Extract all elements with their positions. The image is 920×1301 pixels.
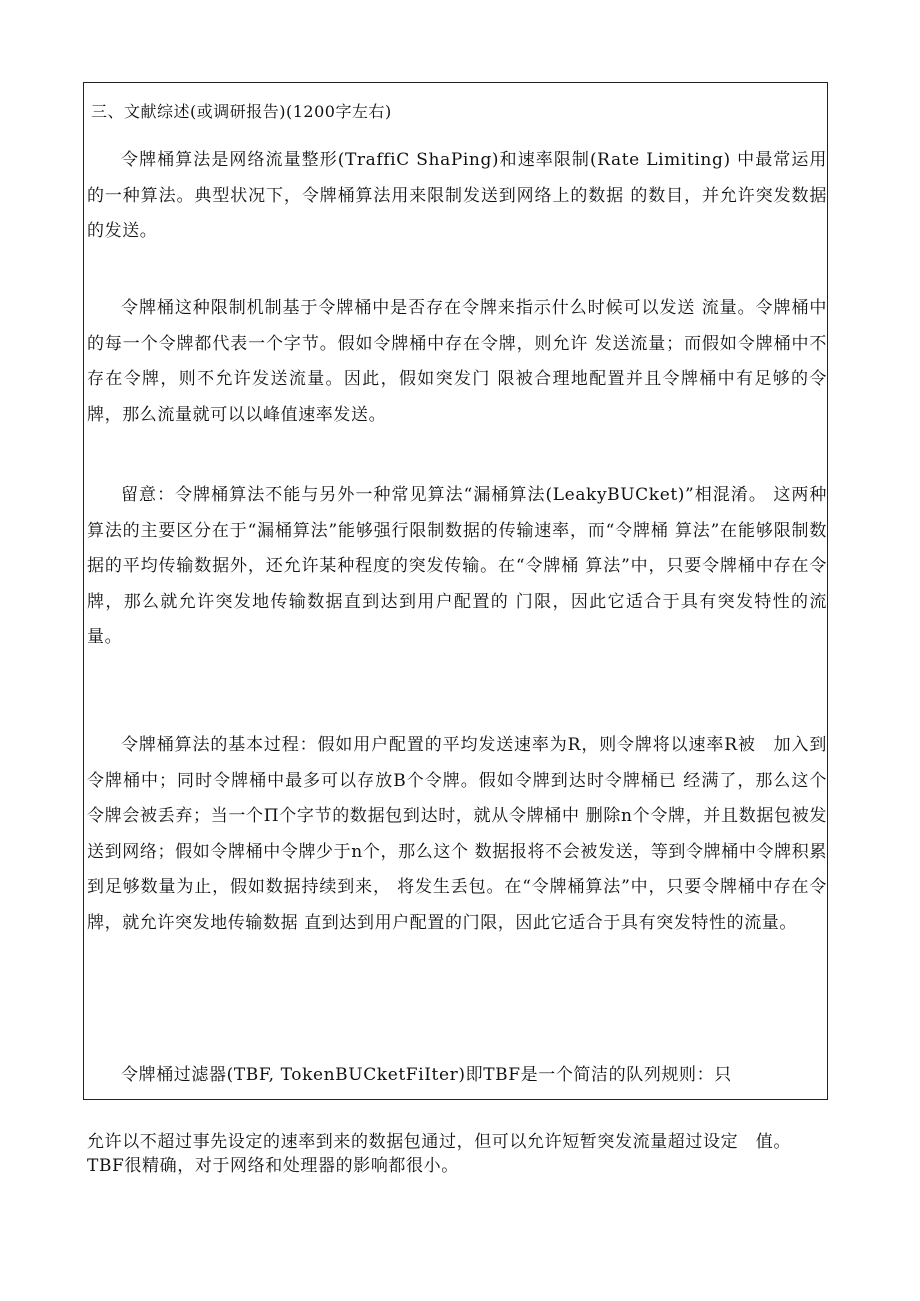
paragraph-intro: 令牌桶算法是网络流量整形(TraffiC ShaPing)和速率限制(Rate Limiting) 中最常运用的一种算法。典型状况下，令牌桶算法用来限制发送到网络上的数据 的数目，并允许突发数据的发送。 bbox=[87, 150, 827, 241]
paragraph-mechanism: 令牌桶这种限制机制基于令牌桶中是否存在令牌来指示什么时候可以发送 流量。令牌桶中的每一个令牌都代表一个字节。假如令牌桶中存在令牌，则允许 发送流量；而假如令牌桶中不存在令牌，则不允许发送流量。因此，假如突发门 限被合理地配置并且令牌桶中有足够的令牌，那么流量就可以以峰值速率发送。 bbox=[87, 298, 827, 425]
paragraph-tbf: 令牌桶过滤器(TBF, TokenBUCketFiIter)即TBF是一个简洁的队列规则：只 bbox=[121, 1065, 732, 1085]
section-heading: 三、文献综述(或调研报告)(1200字左右) bbox=[91, 102, 392, 121]
paragraph-note-leaky-bucket: 留意：令牌桶算法不能与另外一种常见算法“漏桶算法(LeakyBUCket)”相混淆。 这两种算法的主要区分在于“漏桶算法”能够强行限制数据的传输速率，而“令牌桶 算法”在能够限制数据的平均传输数据外，还允许某种程度的突发传输。在“令牌桶 算法”中，只要令牌桶中存在令牌，那么就允许突发地传输数据直到达到用户配置的 门限，因此它适合于具有突发特性的流量。 bbox=[87, 485, 827, 647]
paragraph-continuation: 允许以不超过事先设定的速率到来的数据包通过，但可以允许短暂突发流量超过设定 值。TBF很精确，对于网络和处理器的影响都很小。 bbox=[87, 1132, 791, 1176]
paragraph-basic-process: 令牌桶算法的基本过程：假如用户配置的平均发送速率为R，则令牌将以速率R被 加入到令牌桶中；同时令牌桶中最多可以存放B个令牌。假如令牌到达时令牌桶已 经满了，那么这个令牌会被丢弃；当一个Π个字节的数据包到达时，就从令牌桶中 删除n个令牌，并且数据包被发送到网络；假如令牌桶中令牌少于n个，那么这个 数据报将不会被发送，等到令牌桶中令牌积累到足够数量为止，假如数据持续到来， 将发生丢包。在“令牌桶算法”中，只要令牌桶中存在令牌，就允许突发地传输数据 直到达到用户配置的门限，因此它适合于具有突发特性的流量。 bbox=[87, 735, 827, 933]
